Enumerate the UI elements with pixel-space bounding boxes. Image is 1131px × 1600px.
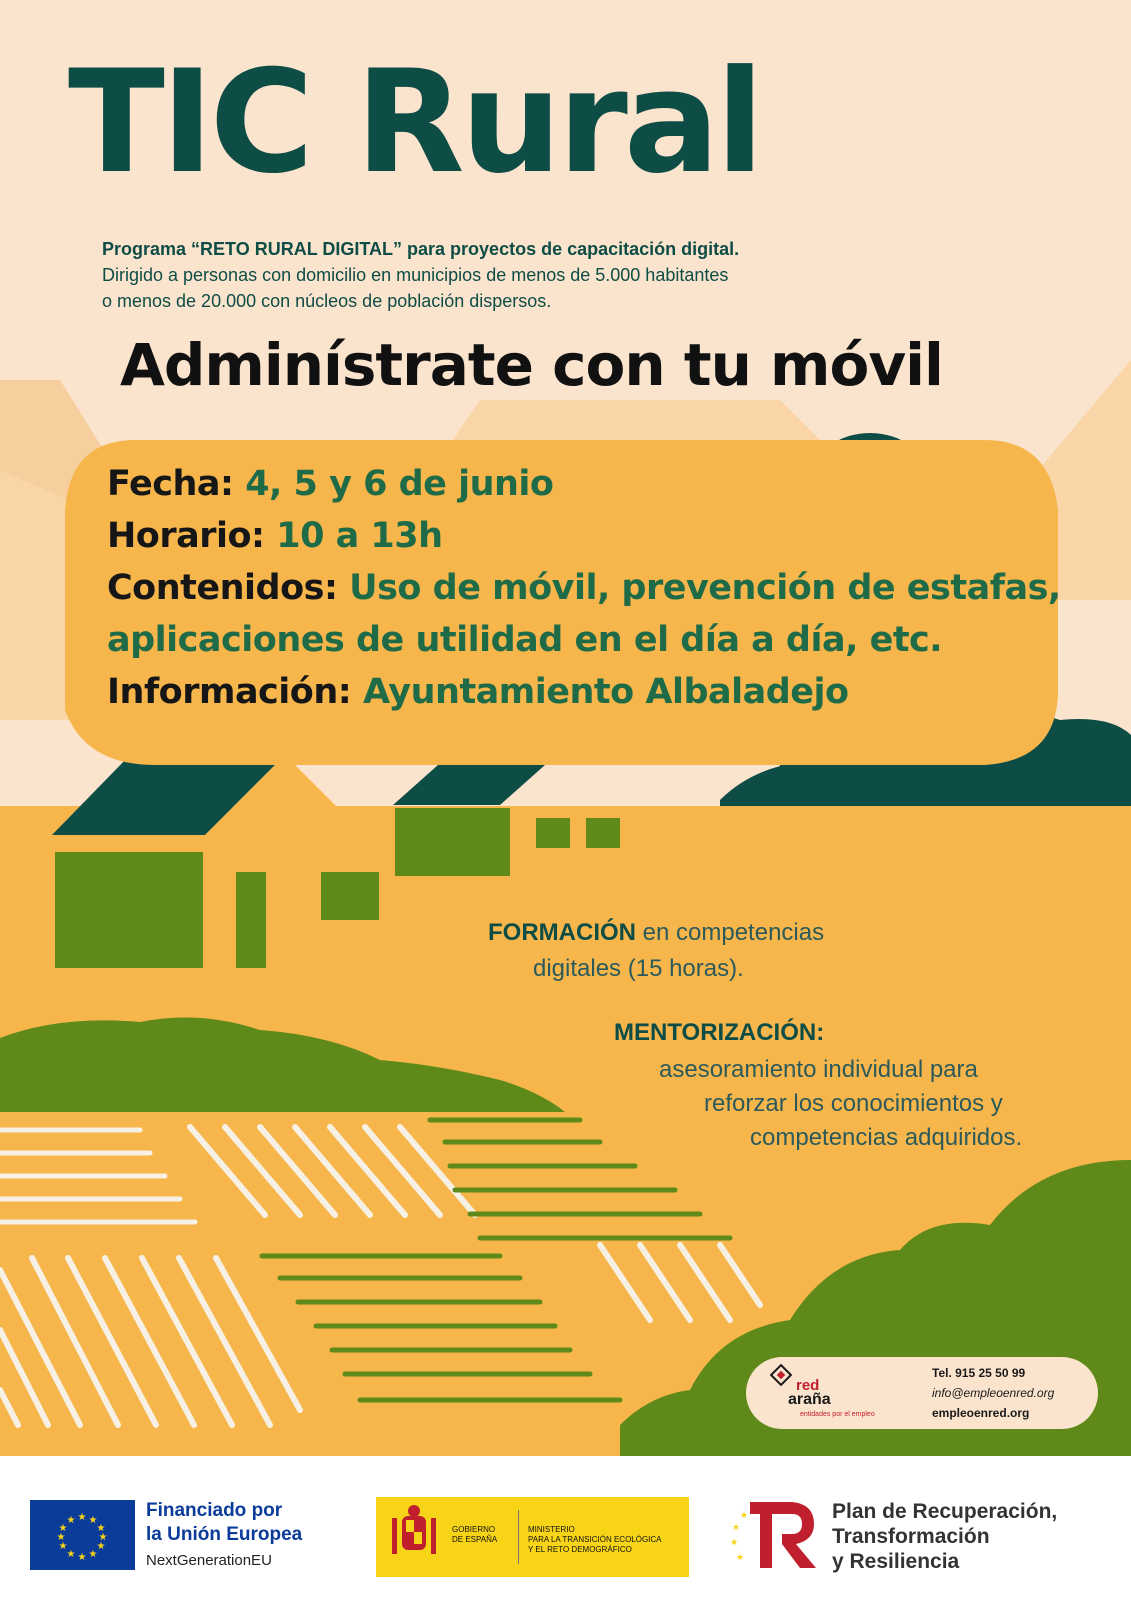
fecha-label: Fecha: (107, 464, 234, 504)
info-informacion (107, 672, 849, 712)
svg-text:★: ★ (66, 1549, 76, 1560)
formacion-text-1: en competencias (635, 919, 825, 946)
svg-text:★: ★ (732, 1523, 741, 1533)
svg-text:★: ★ (58, 1523, 68, 1534)
contact-email[interactable]: info@empleoenred.org (932, 1386, 1055, 1400)
svg-text:★: ★ (730, 1538, 739, 1548)
main-title: TIC Rural (68, 40, 761, 205)
eu-flag-icon (30, 1500, 135, 1570)
house1-window (321, 872, 379, 920)
eu-funding-text (146, 1499, 302, 1547)
ministry-line-1: MINISTERIO (528, 1525, 575, 1534)
ministry-text (528, 1525, 662, 1555)
contact-website[interactable]: empleoenred.org (932, 1406, 1030, 1420)
house2-window1 (536, 818, 570, 848)
contenidos-label: Contenidos: (107, 568, 338, 608)
logo-red-text: red (796, 1377, 820, 1394)
gobierno-espana-text (452, 1525, 497, 1545)
svg-text:★: ★ (56, 1532, 66, 1543)
ministry-line-3: Y EL RETO DEMOGRÁFICO (528, 1545, 632, 1554)
eu-line-2: la Unión Europea (146, 1524, 303, 1545)
formacion-line-1 (488, 916, 824, 950)
svg-text:★: ★ (740, 1511, 749, 1521)
contact-phone: Tel. 915 25 50 99 (932, 1366, 1026, 1380)
informacion-value: Ayuntamiento Albaladejo (362, 672, 849, 712)
eligibility-line-2: o menos de 20.000 con núcleos de población dispersos. (102, 291, 552, 311)
svg-text:★: ★ (77, 1512, 87, 1523)
plan-recuperacion-text (832, 1499, 1057, 1574)
plan-recuperacion-logo-icon (730, 1500, 824, 1572)
house1-door (236, 872, 266, 968)
eligibility-line-1: Dirigido a personas con domicilio en municipios de menos de 5.000 habitantes (102, 265, 729, 285)
program-description (102, 236, 739, 314)
eu-next-generation: NextGenerationEU (146, 1552, 272, 1569)
plan-line-2: Transformación (832, 1525, 990, 1548)
contenidos-value-1: Uso de móvil, prevención de estafas, (349, 568, 1061, 608)
svg-text:★: ★ (77, 1552, 87, 1563)
svg-text:★: ★ (58, 1541, 68, 1552)
formacion-line-2: digitales (15 horas). (533, 955, 744, 982)
gov-line-1: GOBIERNO (452, 1525, 496, 1534)
eu-line-1: Financiado por (146, 1500, 283, 1521)
plan-line-1: Plan de Recuperación, (832, 1500, 1058, 1523)
svg-text:★: ★ (88, 1515, 98, 1526)
house2-window2 (586, 818, 620, 848)
contenidos-value-2: aplicaciones de utilidad en el día a día, etc. (107, 620, 943, 660)
svg-text:★: ★ (66, 1515, 76, 1526)
svg-text:★: ★ (96, 1523, 106, 1534)
gov-divider (518, 1510, 519, 1564)
house2-wall (395, 808, 510, 876)
house1-wall (55, 852, 203, 968)
horario-value: 10 a 13h (276, 516, 443, 556)
program-line: Programa “RETO RURAL DIGITAL” para proyectos de capacitación digital. (102, 239, 740, 259)
svg-text:★: ★ (736, 1553, 745, 1563)
red-arana-logo-icon (770, 1364, 792, 1386)
house2-roof (393, 765, 545, 805)
fecha-value: 4, 5 y 6 de junio (245, 464, 554, 504)
plan-line-3: y Resiliencia (832, 1550, 960, 1573)
logo-tagline: entidades por el empleo (800, 1411, 875, 1418)
info-fecha (107, 464, 553, 504)
info-horario (107, 516, 443, 556)
horario-label: Horario: (107, 516, 265, 556)
info-contenidos-continued (107, 620, 942, 660)
logo-arana-text: araña (788, 1391, 831, 1408)
mentorizacion-line-1: asesoramiento individual para (659, 1056, 978, 1083)
formacion-heading: FORMACIÓN (488, 919, 636, 946)
info-contenidos (107, 568, 1061, 608)
mentorizacion-line-2: reforzar los conocimientos y (704, 1090, 1003, 1117)
course-headline: Adminístrate con tu móvil (120, 331, 943, 399)
mentorizacion-line-3: competencias adquiridos. (750, 1124, 1023, 1151)
svg-text:★: ★ (98, 1532, 108, 1543)
svg-text:★: ★ (88, 1549, 98, 1560)
svg-text:★: ★ (96, 1541, 106, 1552)
gov-line-2: DE ESPAÑA (452, 1535, 498, 1544)
informacion-label: Información: (107, 672, 352, 712)
spain-coat-of-arms-icon (384, 1502, 444, 1572)
mentorizacion-heading: MENTORIZACIÓN: (614, 1019, 825, 1046)
ministry-line-2: PARA LA TRANSICIÓN ECOLÓGICA (528, 1535, 662, 1544)
